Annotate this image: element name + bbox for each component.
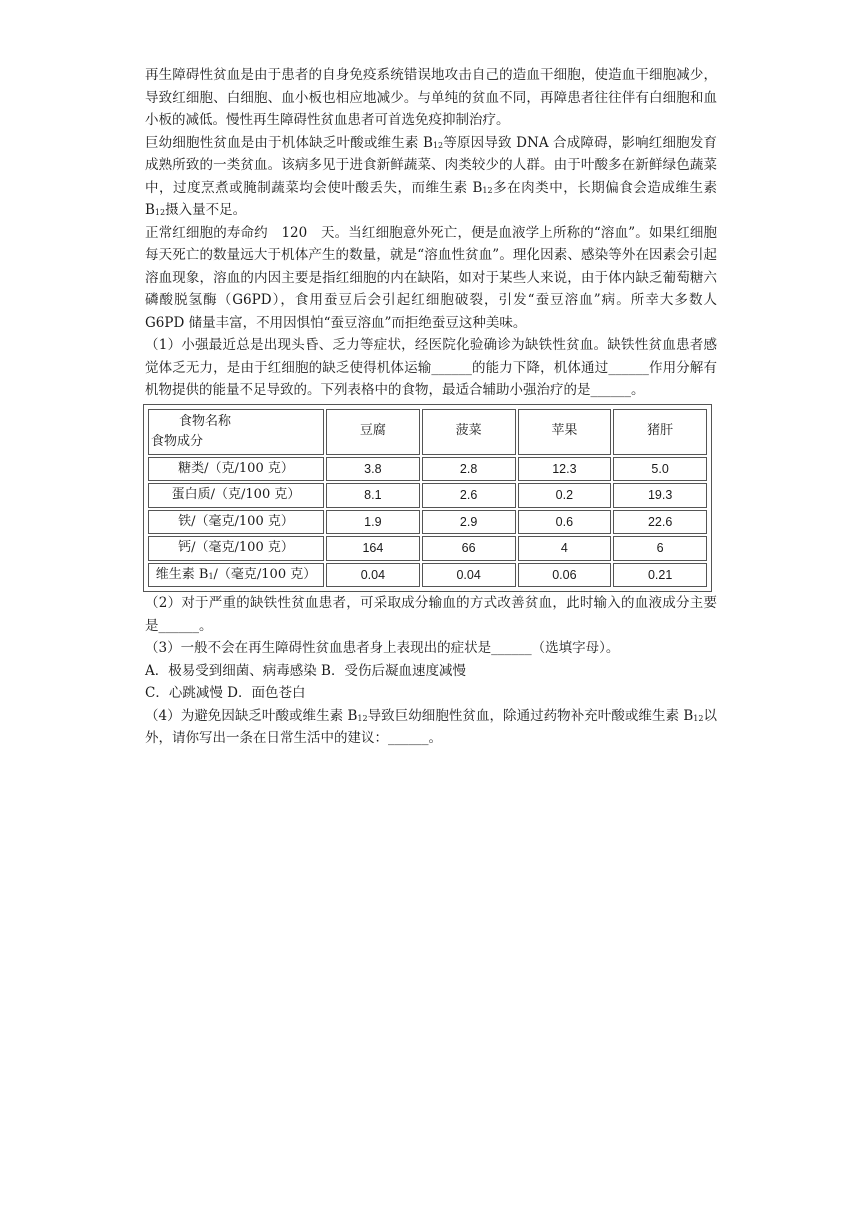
table-cell: 8.1 [326,483,420,508]
column-header-tofu: 豆腐 [326,409,420,455]
table-cell: 19.3 [613,483,707,508]
table-row [148,510,707,535]
subscript-12: 12 [357,713,368,723]
row-label-sugar: 糖类/（克/100 克） [148,457,324,482]
q4-part-c: 以外，请你写出一条在日常生活中的建议：______。 [145,707,718,746]
table-cell: 0.6 [518,510,612,535]
table-cell: 0.04 [422,563,516,588]
table-cell: 66 [422,536,516,561]
table-cell: 0.21 [613,563,707,588]
table-cell: 4 [518,536,612,561]
question-2: （2）对于严重的缺铁性贫血患者，可采取成分输血的方式改善贫血，此时输入的血液成分主要是______。 [145,595,717,634]
paragraph-megaloblastic-anemia [145,132,717,222]
paragraph-aplastic-anemia: 再生障碍性贫血是由于患者的自身免疫系统错误地攻击自己的造血干细胞，使造血干细胞减少，导致红细胞、白细胞、血小板也相应地减少。与单纯的贫血不同，再障患者往往伴有白细胞和血小板的减低。慢性再生障碍性贫血患者可首选免疫抑制治疗。 [145,67,717,128]
table-row [148,563,707,588]
table-row [148,457,707,482]
table-cell: 22.6 [613,510,707,535]
table-cell: 12.3 [518,457,612,482]
question-3-options-ab: A．极易受到细菌、病毒感染 B．受伤后凝血速度减慢 [145,662,466,679]
table-cell: 6 [613,536,707,561]
paragraph-hemolysis: 正常红细胞的寿命约 120 天。当红细胞意外死亡，便是血液学上所称的“溶血”。如果红细胞每天死亡的数量远大于机体产生的数量，就是“溶血性贫血”。理化因素、感染等外在因素会引起溶血现象，溶血的内因主要是指红细胞的内在缺陷，如对于某些人来说，由于体内缺乏葡萄糖六磷酸脱氢酶（G6PD），食用蚕豆后会引起红细胞破裂，引发“蚕豆溶血”病。所幸大多数人 G6PD 储量丰富，不用因惧怕“蚕豆溶血”而拒绝蚕豆这种美味。 [145,224,717,331]
subscript-12: 12 [482,185,493,195]
vitamin-b-label: 维生素 B [155,566,209,582]
row-label-vitamin-b1 [148,563,324,588]
subscript-12: 12 [693,713,704,723]
subscript-1: 1 [208,571,214,581]
question-4 [145,705,717,750]
food-composition-table [146,407,709,590]
table-cell: 2.6 [422,483,516,508]
table-cell: 2.8 [422,457,516,482]
subscript-12: 12 [154,208,166,217]
p2-part-d: 摄入量不足。 [165,202,247,218]
table-cell: 1.9 [326,510,420,535]
q4-part-b: 导致巨幼细胞性贫血，除通过药物补充叶酸或维生素 B [367,707,694,724]
question-1: （1）小强最近总是出现头昏、乏力等症状，经医院化验确诊为缺铁性贫血。缺铁性贫血患者感觉体乏无力，是由于红细胞的缺乏使得机体运输______的能力下降，机体通过______作用分解有机物提供的能量不足导致的。下列表格中的食物，最适合辅助小强治疗的是______。 [145,337,717,398]
row-label-calcium: 钙/（毫克/100 克） [148,536,324,561]
food-table-frame [143,404,712,593]
table-header-row [148,409,707,455]
table-cell: 5.0 [613,457,707,482]
table-cell: 2.9 [422,510,516,535]
question-3: （3）一般不会在再生障碍性贫血患者身上表现出的症状是______（选填字母）。 [145,640,620,656]
header-food-component: 食物成分 [151,433,204,449]
table-cell: 3.8 [326,457,420,482]
column-header-apple: 苹果 [518,409,612,455]
p2-part-b: 等原因导致 DNA 合成障碍，影响红细胞发育成熟所致的一类贫血。该病多见于进食新鲜蔬菜、肉类较少的人群。由于叶酸多在新鲜绿色蔬菜中，过度烹煮或腌制蔬菜均会使叶酸丢失，而维生素 B [145,134,717,196]
question-content [145,64,717,750]
header-food-name: 食物名称 [179,413,232,429]
vitamin-unit-label: /（毫克/100 克） [213,566,317,582]
table-cell: 0.06 [518,563,612,588]
column-header-pork-liver: 猪肝 [613,409,707,455]
column-header-spinach: 菠菜 [422,409,516,455]
row-label-iron: 铁/（毫克/100 克） [148,510,324,535]
q4-part-a: （4）为避免因缺乏叶酸或维生素 B [145,707,358,724]
table-cell: 0.04 [326,563,420,588]
table-row [148,536,707,561]
row-label-protein: 蛋白质/（克/100 克） [148,483,324,508]
table-cell: 0.2 [518,483,612,508]
table-corner-header [148,409,324,455]
p2-part-a: 巨幼细胞性贫血是由于机体缺乏叶酸或维生素 B [145,134,433,151]
table-cell: 164 [326,536,420,561]
p2-part-c: 多在肉类中，长期偏食会造成维生素 B [145,179,717,218]
table-row [148,483,707,508]
question-3-options-cd: C．心跳减慢 D．面色苍白 [145,685,306,701]
subscript-12: 12 [432,140,444,150]
